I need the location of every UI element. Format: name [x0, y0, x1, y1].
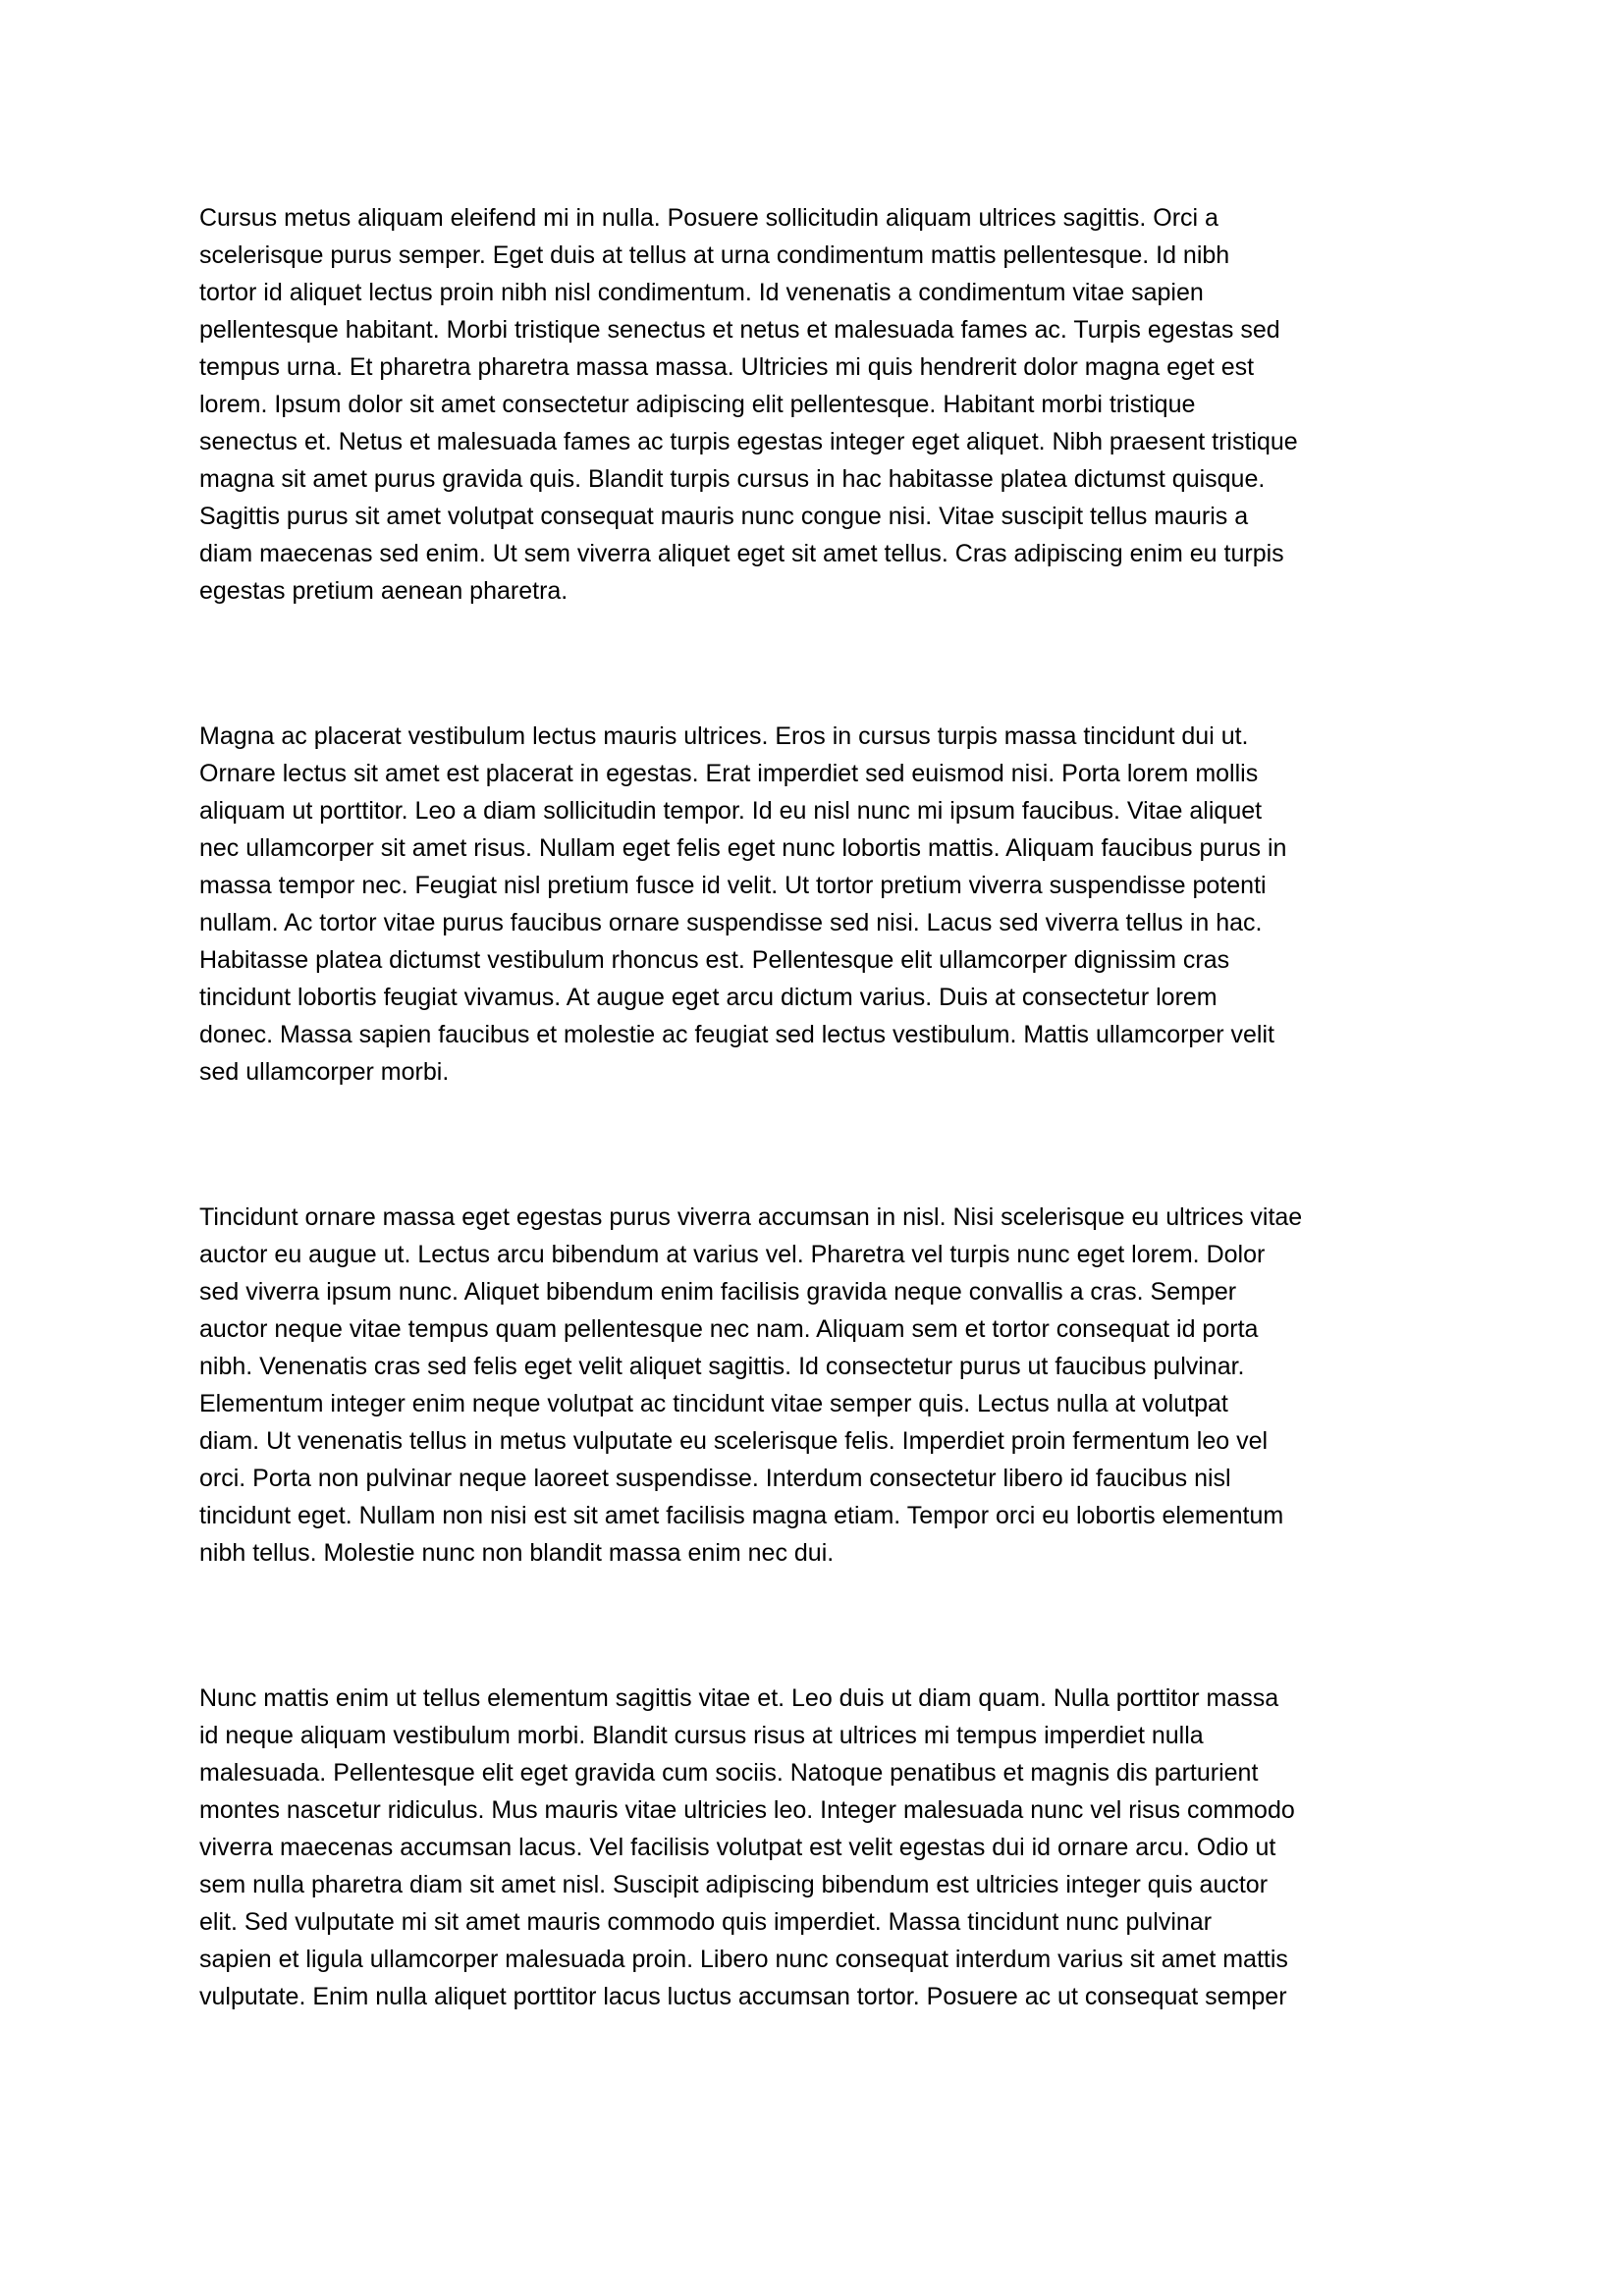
text-line: sapien et ligula ullamcorper malesuada proin. Libero nunc consequat interdum varius sit amet mattis: [199, 1946, 1288, 1973]
text-line: auctor eu augue ut. Lectus arcu bibendum at varius vel. Pharetra vel turpis nunc eget lorem. Dolor: [199, 1241, 1266, 1268]
text-line: sed ullamcorper morbi.: [199, 1058, 450, 1086]
paragraph: [199, 1199, 1428, 1572]
text-line: vulputate. Enim nulla aliquet porttitor lacus luctus accumsan tortor. Posuere ac ut consequat semper: [199, 1983, 1287, 2010]
text-line: Elementum integer enim neque volutpat ac tincidunt vitae semper quis. Lectus nulla at volutpat: [199, 1390, 1228, 1417]
text-line: montes nascetur ridiculus. Mus mauris vitae ultricies leo. Integer malesuada nunc vel risus commodo: [199, 1796, 1295, 1824]
text-line: massa tempor nec. Feugiat nisl pretium fusce id velit. Ut tortor pretium viverra suspendisse potenti: [199, 872, 1267, 899]
text-line: lorem. Ipsum dolor sit amet consectetur adipiscing elit pellentesque. Habitant morbi tristique: [199, 391, 1196, 418]
paragraph: [199, 199, 1428, 610]
text-line: nec ullamcorper sit amet risus. Nullam eget felis eget nunc lobortis mattis. Aliquam faucibus purus in: [199, 834, 1287, 862]
text-line: auctor neque vitae tempus quam pellentesque nec nam. Aliquam sem et tortor consequat id porta: [199, 1315, 1259, 1343]
text-line: Tincidunt ornare massa eget egestas purus viverra accumsan in nisl. Nisi scelerisque eu ultrices vitae: [199, 1203, 1303, 1231]
text-line: tempus urna. Et pharetra pharetra massa massa. Ultricies mi quis hendrerit dolor magna eget est: [199, 353, 1255, 381]
text-line: tortor id aliquet lectus proin nibh nisl condimentum. Id venenatis a condimentum vitae sapien: [199, 279, 1204, 306]
text-line: nullam. Ac tortor vitae purus faucibus ornare suspendisse sed nisi. Lacus sed viverra tellus in hac.: [199, 909, 1263, 936]
text-line: pellentesque habitant. Morbi tristique senectus et netus et malesuada fames ac. Turpis egestas sed: [199, 316, 1280, 344]
document-body: [199, 199, 1428, 2015]
text-line: orci. Porta non pulvinar neque laoreet suspendisse. Interdum consectetur libero id faucibus nisl: [199, 1465, 1231, 1492]
paragraph: [199, 718, 1428, 1091]
text-line: diam. Ut venenatis tellus in metus vulputate eu scelerisque felis. Imperdiet proin fermentum leo vel: [199, 1427, 1269, 1455]
text-line: viverra maecenas accumsan lacus. Vel facilisis volutpat est velit egestas dui id ornare arcu. Odio ut: [199, 1834, 1276, 1861]
text-line: Ornare lectus sit amet est placerat in egestas. Erat imperdiet sed euismod nisi. Porta lorem mollis: [199, 760, 1259, 787]
text-line: sem nulla pharetra diam sit amet nisl. Suscipit adipiscing bibendum est ultricies integer quis auctor: [199, 1871, 1269, 1898]
text-line: sed viverra ipsum nunc. Aliquet bibendum enim facilisis gravida neque convallis a cras. Semper: [199, 1278, 1237, 1306]
text-line: scelerisque purus semper. Eget duis at tellus at urna condimentum mattis pellentesque. Id nibh: [199, 241, 1230, 269]
paragraph: [199, 1680, 1428, 2015]
text-line: nibh. Venenatis cras sed felis eget velit aliquet sagittis. Id consectetur purus ut faucibus pulvinar.: [199, 1353, 1245, 1380]
text-line: magna sit amet purus gravida quis. Blandit turpis cursus in hac habitasse platea dictumst quisque.: [199, 465, 1266, 493]
text-line: Cursus metus aliquam eleifend mi in nulla. Posuere sollicitudin aliquam ultrices sagittis. Orci a: [199, 204, 1218, 232]
text-line: nibh tellus. Molestie nunc non blandit massa enim nec dui.: [199, 1539, 835, 1567]
text-line: malesuada. Pellentesque elit eget gravida cum sociis. Natoque penatibus et magnis dis parturient: [199, 1759, 1259, 1787]
text-line: Magna ac placerat vestibulum lectus mauris ultrices. Eros in cursus turpis massa tincidunt dui ut.: [199, 722, 1249, 750]
text-line: Habitasse platea dictumst vestibulum rhoncus est. Pellentesque elit ullamcorper dignissim cras: [199, 946, 1230, 974]
text-line: tincidunt lobortis feugiat vivamus. At augue eget arcu dictum varius. Duis at consectetur lorem: [199, 984, 1218, 1011]
text-line: Sagittis purus sit amet volutpat consequat mauris nunc congue nisi. Vitae suscipit tellus mauris a: [199, 503, 1249, 530]
text-line: tincidunt eget. Nullam non nisi est sit amet facilisis magna etiam. Tempor orci eu lobortis elementum: [199, 1502, 1284, 1529]
text-line: egestas pretium aenean pharetra.: [199, 577, 568, 605]
text-line: aliquam ut porttitor. Leo a diam sollicitudin tempor. Id eu nisl nunc mi ipsum faucibus. Vitae aliquet: [199, 797, 1263, 825]
text-line: diam maecenas sed enim. Ut sem viverra aliquet eget sit amet tellus. Cras adipiscing enim eu turpis: [199, 540, 1284, 567]
text-line: senectus et. Netus et malesuada fames ac turpis egestas integer eget aliquet. Nibh praesent tristique: [199, 428, 1298, 455]
text-line: donec. Massa sapien faucibus et molestie ac feugiat sed lectus vestibulum. Mattis ullamcorper velit: [199, 1021, 1274, 1048]
text-line: Nunc mattis enim ut tellus elementum sagittis vitae et. Leo duis ut diam quam. Nulla porttitor massa: [199, 1684, 1279, 1712]
text-line: elit. Sed vulputate mi sit amet mauris commodo quis imperdiet. Massa tincidunt nunc pulvinar: [199, 1908, 1213, 1936]
text-line: id neque aliquam vestibulum morbi. Blandit cursus risus at ultrices mi tempus imperdiet nulla: [199, 1722, 1204, 1749]
